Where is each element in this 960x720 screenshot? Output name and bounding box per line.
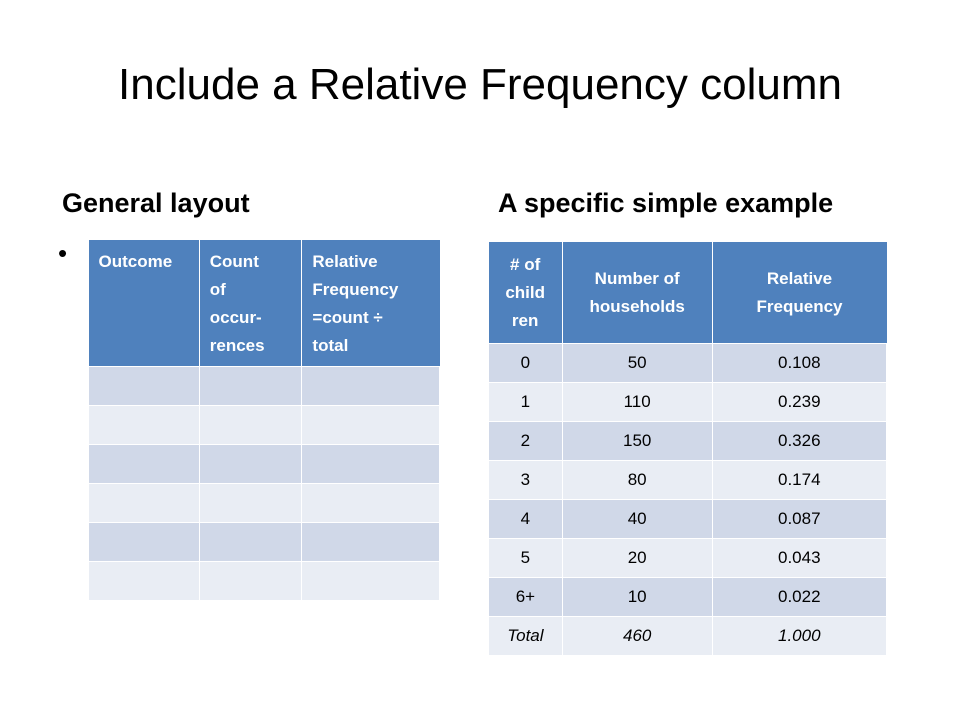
table-row [489, 500, 887, 539]
households-cell: 20 [562, 539, 712, 578]
households-cell: 40 [562, 500, 712, 539]
children-cell: 0 [489, 344, 563, 383]
relative-frequency-cell: 0.326 [712, 422, 886, 461]
header-outcome: Outcome [89, 240, 200, 367]
relative-frequency-cell: 0.022 [712, 578, 886, 617]
table-row [89, 406, 440, 445]
households-cell: 80 [562, 461, 712, 500]
households-cell: 50 [562, 344, 712, 383]
table-row [89, 367, 440, 406]
table-cell [199, 367, 302, 406]
relative-frequency-cell: 0.043 [712, 539, 886, 578]
table-cell [89, 367, 200, 406]
table-cell [199, 523, 302, 562]
specific-example-heading: A specific simple example [498, 188, 834, 218]
table-row [489, 578, 887, 617]
households-cell: 110 [562, 383, 712, 422]
table-cell [89, 406, 200, 445]
relative-frequency-cell: 0.174 [712, 461, 886, 500]
header-relative-frequency: Relative Frequency =count ÷ total [302, 240, 440, 367]
children-cell: 1 [489, 383, 563, 422]
children-cell: 4 [489, 500, 563, 539]
relative-frequency-cell: 0.108 [712, 344, 886, 383]
table-row [89, 523, 440, 562]
total-row [489, 617, 887, 656]
table-cell [199, 445, 302, 484]
total-households-cell: 460 [562, 617, 712, 656]
table-row [489, 461, 887, 500]
general-layout-heading: General layout [62, 188, 250, 218]
table-cell [302, 406, 440, 445]
header-relative-frequency: Relative Frequency [712, 242, 886, 344]
table-row [89, 484, 440, 523]
relative-frequency-cell: 0.239 [712, 383, 886, 422]
table-cell [199, 562, 302, 601]
children-cell: 3 [489, 461, 563, 500]
households-cell: 150 [562, 422, 712, 461]
table-row [489, 344, 887, 383]
header-count: Count of occur- rences [199, 240, 302, 367]
total-label-cell: Total [489, 617, 563, 656]
table-row [489, 539, 887, 578]
table-cell [89, 484, 200, 523]
table-row [89, 562, 440, 601]
table-cell [199, 406, 302, 445]
general-table-header-row [89, 240, 440, 367]
example-table-header-row [489, 242, 887, 344]
table-cell [302, 367, 440, 406]
table-row [489, 383, 887, 422]
general-layout-table [88, 240, 440, 601]
children-cell: 6+ [489, 578, 563, 617]
table-cell [302, 484, 440, 523]
table-cell [89, 445, 200, 484]
table-row [89, 445, 440, 484]
children-cell: 5 [489, 539, 563, 578]
header-children: # of child ren [489, 242, 563, 344]
households-example-table [488, 242, 887, 656]
header-households: Number of households [562, 242, 712, 344]
bullet-point: • [58, 238, 68, 268]
table-row [489, 422, 887, 461]
slide-title: Include a Relative Frequency column [118, 60, 842, 109]
table-cell [302, 523, 440, 562]
table-cell [89, 562, 200, 601]
table-cell [199, 484, 302, 523]
relative-frequency-cell: 0.087 [712, 500, 886, 539]
table-cell [89, 523, 200, 562]
total-relative-frequency-cell: 1.000 [712, 617, 886, 656]
table-cell [302, 562, 440, 601]
table-cell [302, 445, 440, 484]
households-cell: 10 [562, 578, 712, 617]
children-cell: 2 [489, 422, 563, 461]
